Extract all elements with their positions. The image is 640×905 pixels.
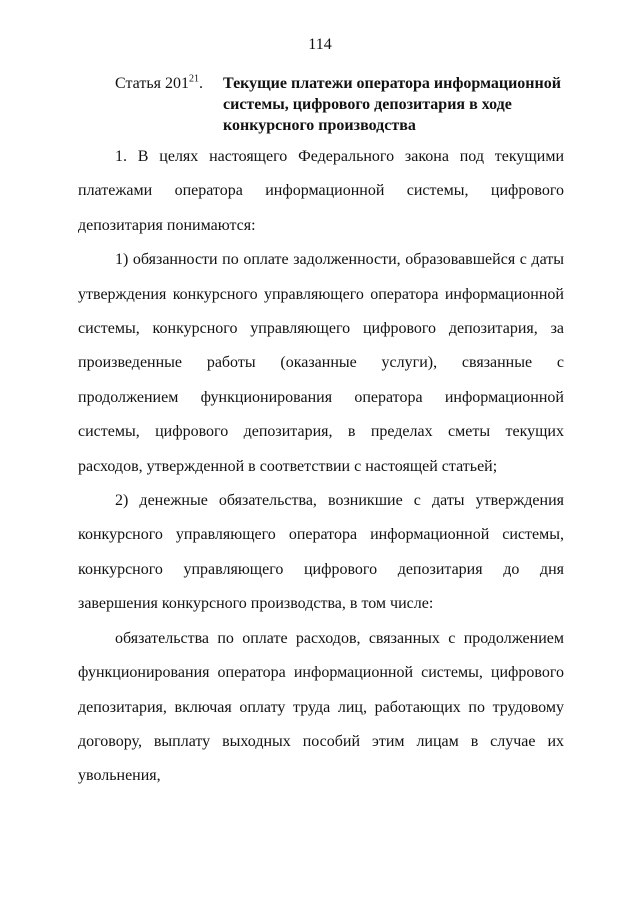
article-body — [78, 140, 564, 794]
paragraph: 1) обязанности по оплате задолженности, образовавшейся с даты утверждения конкурсного управляющего оператора информационной системы, конкурсного управляющего цифрового депозитария, за произведенные работы (оказанные услуги), связанные с продолжением функционирования оператора информационной системы, цифрового депозитария, в пределах сметы текущих расходов, утвержденной в соответствии с настоящей статьей; — [78, 251, 564, 475]
paragraph: 1. В целях настоящего Федерального закона под текущими платежами оператора информационной системы, цифрового депозитария понимаются: — [78, 148, 564, 234]
page-number: 114 — [308, 36, 332, 53]
paragraph: 2) денежные обязательства, возникшие с даты утверждения конкурсного управляющего оператора информационной системы, конкурсного управляющего цифрового депозитария до дня завершения конкурсного производства, в том числе: — [78, 492, 564, 613]
article-superscript: 21 — [188, 73, 199, 85]
paragraph: обязательства по оплате расходов, связанных с продолжением функционирования оператора информационной системы, цифрового депозитария, включая оплату труда лиц, работающих по трудовому договору, выплату выходных пособий этим лицам в случае их увольнения, — [78, 629, 564, 785]
article-prefix: Статья 201 — [115, 75, 189, 92]
article-number — [115, 73, 203, 94]
article-number-suffix: . — [198, 75, 203, 92]
article-title: Текущие платежи оператора информационной системы, цифрового депозитария в ходе конкурсного производства — [223, 75, 561, 134]
